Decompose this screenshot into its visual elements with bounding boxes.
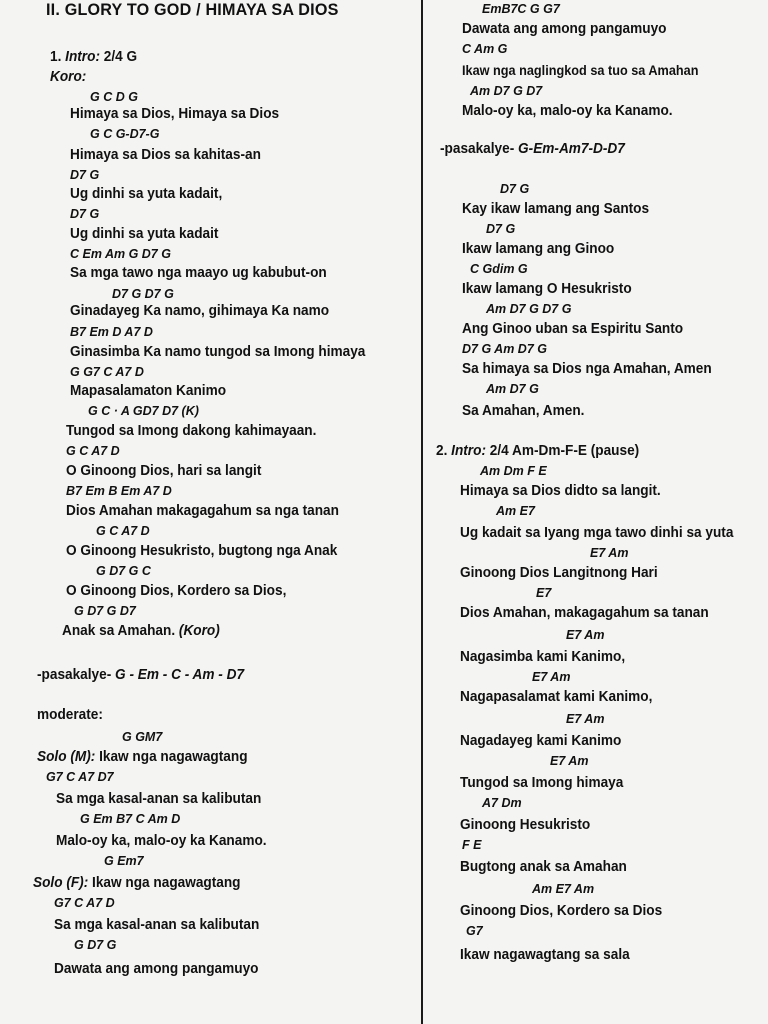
line-text: Am D7 G — [486, 382, 539, 396]
line-text: Sa mga kasal-anan sa kalibutan — [56, 791, 262, 807]
line-text: Mapasalamaton Kanimo — [70, 383, 227, 399]
lyric-line — [462, 280, 632, 298]
line-text: G C A7 D — [66, 444, 120, 458]
line-text: Ikaw lamang O Hesukristo — [462, 281, 632, 297]
chord-line — [104, 854, 144, 868]
line-prefix: 2. — [436, 443, 452, 459]
line-text: G D7 G D7 — [74, 604, 136, 618]
label-italic: Koro: — [50, 69, 87, 85]
line-text: G Em7 — [104, 854, 144, 868]
lyric-line — [460, 816, 590, 834]
line-text: Ginoong Dios, Kordero sa Dios — [460, 903, 663, 919]
line-text: Ikaw nga naglingkod sa tuo sa Amahan — [462, 63, 699, 78]
lyric-line — [50, 48, 137, 66]
chord-line — [70, 247, 171, 261]
lyric-line — [436, 442, 639, 460]
lyric-line — [33, 874, 241, 892]
lyric-line — [460, 688, 652, 706]
line-text: Am D7 G D7 G — [486, 302, 572, 316]
lyric-line — [70, 382, 226, 400]
chord-line — [96, 564, 151, 578]
line-text: G D7 G — [74, 938, 117, 952]
line-rest: 2/4 Am-Dm-F-E (pause) — [485, 443, 640, 459]
chord-line — [486, 222, 515, 236]
chord-line — [46, 770, 114, 784]
lyric-line — [70, 185, 222, 203]
line-text: Dios Amahan makagagahum sa nga tanan — [66, 503, 339, 519]
line-text: Am D7 G D7 — [470, 84, 543, 98]
line-text: Anak sa Amahan. — [62, 623, 179, 639]
chord-line — [532, 670, 570, 684]
lyric-line — [462, 102, 673, 120]
line-text: A7 Dm — [482, 796, 522, 810]
chord-line — [90, 90, 138, 104]
lyric-line — [50, 68, 86, 86]
line-text: Ginoong Dios Langitnong Hari — [460, 565, 658, 581]
line-text: Am E7 Am — [532, 882, 595, 896]
line-text: -pasakalye- — [440, 141, 519, 157]
line-text: G Em B7 C Am D — [80, 812, 181, 826]
chord-line — [112, 287, 174, 301]
label-italic: Solo (M): — [37, 749, 96, 765]
chord-line — [80, 812, 180, 826]
line-text: Ikaw nagawagtang sa sala — [460, 947, 630, 963]
lyric-line — [70, 146, 261, 164]
line-text: Am Dm F E — [480, 464, 547, 478]
lyric-line — [462, 20, 666, 38]
line-text: Sa himaya sa Dios nga Amahan, Amen — [462, 361, 712, 377]
line-text: D7 G — [486, 222, 516, 236]
line-text: F E — [462, 838, 482, 852]
line-text: Ginadayeg Ka namo, gihimaya Ka namo — [70, 303, 330, 319]
line-text: Nagasimba kami Kanimo, — [460, 649, 626, 665]
line-text: B7 Em B Em A7 D — [66, 484, 172, 498]
chord-line — [70, 325, 153, 339]
line-text: Kay ikaw lamang ang Santos — [462, 201, 650, 217]
lyric-line — [462, 62, 698, 80]
line-text: G C D G — [90, 90, 138, 104]
lyric-line — [460, 774, 623, 792]
lyric-line — [460, 732, 621, 750]
line-text: D7 G Am D7 G — [462, 342, 547, 356]
lyric-line — [460, 902, 662, 920]
line-text: Dios Amahan, makagagahum sa tanan — [460, 605, 709, 621]
lyric-line — [460, 858, 627, 876]
chord-line — [74, 604, 136, 618]
chord-line — [566, 712, 604, 726]
line-text: O Ginoong Dios, hari sa langit — [66, 463, 262, 479]
line-text: Sa mga kasal-anan sa kalibutan — [54, 917, 260, 933]
line-text: G C G-D7-G — [90, 127, 160, 141]
line-text: G7 C A7 D — [54, 896, 115, 910]
line-text: B7 Em D A7 D — [70, 325, 153, 339]
lyric-line — [37, 666, 244, 684]
lyric-line — [66, 422, 316, 440]
chord-line — [70, 168, 99, 182]
chord-line — [462, 838, 481, 852]
line-text: O Ginoong Hesukristo, bugtong nga Anak — [66, 543, 338, 559]
lyric-line — [66, 582, 286, 600]
line-text: E7 Am — [590, 546, 629, 560]
line-text: Ginasimba Ka namo tungod sa Imong himaya — [70, 344, 366, 360]
chord-line — [486, 382, 539, 396]
line-text: D7 G — [70, 168, 100, 182]
line-text: D7 G — [500, 182, 530, 196]
line-text: Nagapasalamat kami Kanimo, — [460, 689, 653, 705]
line-text: moderate: — [37, 707, 103, 723]
line-text: Himaya sa Dios sa kahitas-an — [70, 147, 261, 163]
line-text: Dawata ang among pangamuyo — [54, 961, 259, 977]
lyric-line — [54, 916, 259, 934]
chord-line — [466, 924, 483, 938]
chord-line — [70, 207, 99, 221]
lyric-line — [70, 302, 329, 320]
line-text: Bugtong anak sa Amahan — [460, 859, 627, 875]
chord-line — [70, 365, 144, 379]
line-text: Ginoong Hesukristo — [460, 817, 591, 833]
lyric-line — [56, 790, 261, 808]
line-text: EmB7C G G7 — [482, 2, 560, 16]
chord-line — [550, 754, 588, 768]
line-italic-tail: (Koro) — [178, 623, 220, 639]
line-text: Ikaw lamang ang Ginoo — [462, 241, 615, 257]
chord-line — [496, 504, 535, 518]
line-text: Sa Amahan, Amen. — [462, 403, 585, 419]
line-text: E7 Am — [550, 754, 589, 768]
line-text: C Gdim G — [470, 262, 528, 276]
line-text: G C · A GD7 D7 (K) — [88, 404, 199, 418]
line-text: Himaya sa Dios, Himaya sa Dios — [70, 106, 280, 122]
line-text: Ug dinhi sa yuta kadait — [70, 226, 219, 242]
line-text: Ug kadait sa Iyang mga tawo dinhi sa yuta — [460, 525, 734, 541]
line-italic-tail: G-Em-Am7-D-D7 — [518, 141, 625, 157]
line-text: C Em Am G D7 G — [70, 247, 171, 261]
line-text: Ang Ginoo uban sa Espiritu Santo — [462, 321, 684, 337]
chord-line — [536, 586, 551, 600]
line-text: Tungod sa Imong himaya — [460, 775, 624, 791]
line-text: E7 — [536, 586, 552, 600]
lyric-line — [460, 946, 630, 964]
line-text: Tungod sa Imong dakong kahimayaan. — [66, 423, 317, 439]
lyric-line — [460, 524, 733, 542]
lyric-line — [462, 360, 712, 378]
line-text: E7 Am — [532, 670, 571, 684]
line-text: Malo-oy ka, malo-oy ka Kanamo. — [56, 833, 267, 849]
lyric-line — [66, 462, 261, 480]
chord-line — [482, 2, 560, 16]
line-text: D7 G D7 G — [112, 287, 174, 301]
lyric-line — [66, 542, 337, 560]
chord-line — [66, 444, 120, 458]
lyric-line — [37, 748, 248, 766]
line-text: E7 Am — [566, 712, 605, 726]
line-text: G7 — [466, 924, 483, 938]
lyric-line — [70, 105, 279, 123]
line-text: G G7 C A7 D — [70, 365, 144, 379]
lyric-line — [460, 604, 709, 622]
label-italic: Intro: — [451, 443, 486, 459]
line-text: Ug dinhi sa yuta kadait, — [70, 186, 223, 202]
line-text: D7 G — [70, 207, 100, 221]
line-text: Malo-oy ka, malo-oy ka Kanamo. — [462, 103, 673, 119]
line-text: Himaya sa Dios didto sa langit. — [460, 483, 661, 499]
lyric-line — [66, 502, 339, 520]
line-text: G D7 G C — [96, 564, 151, 578]
lyric-line — [37, 706, 103, 724]
lyric-line — [56, 832, 267, 850]
chord-line — [590, 546, 628, 560]
label-italic: Solo (F): — [33, 875, 89, 891]
line-italic-tail: G - Em - C - Am - D7 — [115, 667, 245, 683]
lyric-line — [440, 140, 625, 158]
lyric-line — [462, 402, 584, 420]
chord-line — [566, 628, 604, 642]
lyric-line — [62, 622, 220, 640]
line-text: G7 C A7 D7 — [46, 770, 114, 784]
chord-line — [88, 404, 199, 418]
chord-line — [470, 262, 528, 276]
chord-line — [66, 484, 172, 498]
lyric-line — [462, 320, 683, 338]
chord-line — [500, 182, 529, 196]
line-text: C Am G — [462, 42, 508, 56]
page-title: II. GLORY TO GOD / HIMAYA SA DIOS — [46, 0, 339, 19]
lyric-line — [460, 564, 658, 582]
line-text: -pasakalye- — [37, 667, 116, 683]
line-text: Dawata ang among pangamuyo — [462, 21, 667, 37]
chord-line — [480, 464, 547, 478]
label-italic: Intro: — [65, 49, 100, 65]
chord-line — [470, 84, 542, 98]
lyric-line — [460, 482, 661, 500]
line-rest: Ikaw nga nagawagtang — [95, 749, 248, 765]
line-text: Am E7 — [496, 504, 535, 518]
lyric-line — [460, 648, 625, 666]
line-rest: Ikaw nga nagawagtang — [88, 875, 241, 891]
line-text: Sa mga tawo nga maayo ug kabubut-on — [70, 265, 327, 281]
chord-line — [122, 730, 162, 744]
line-text: E7 Am — [566, 628, 605, 642]
chord-line — [54, 896, 115, 910]
chord-line — [462, 42, 507, 56]
lyric-line — [70, 225, 218, 243]
line-prefix: 1. — [50, 49, 66, 65]
line-text: G C A7 D — [96, 524, 150, 538]
chord-line — [462, 342, 547, 356]
column-divider — [421, 0, 423, 1024]
chord-line — [96, 524, 150, 538]
line-text: Nagadayeg kami Kanimo — [460, 733, 622, 749]
chord-line — [482, 796, 522, 810]
lyric-line — [462, 200, 649, 218]
chord-line — [90, 127, 159, 141]
line-text: O Ginoong Dios, Kordero sa Dios, — [66, 583, 287, 599]
chord-line — [486, 302, 571, 316]
chord-line — [74, 938, 116, 952]
lyric-line — [70, 264, 327, 282]
lyric-line — [462, 240, 614, 258]
line-rest: 2/4 G — [99, 49, 138, 65]
lyric-line — [54, 960, 258, 978]
lyric-line — [70, 343, 365, 361]
chord-line — [532, 882, 594, 896]
line-text: G GM7 — [122, 730, 163, 744]
